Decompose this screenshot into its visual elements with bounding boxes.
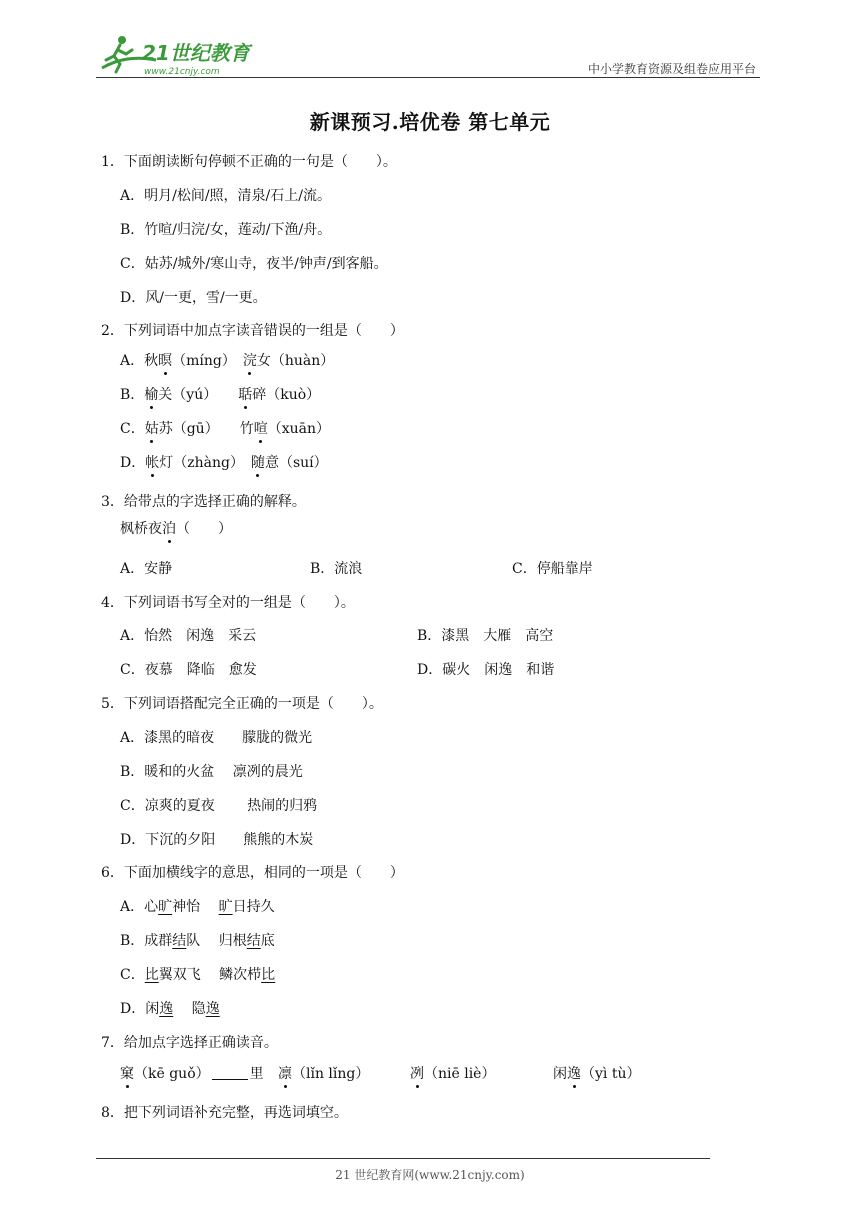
q2-option-a: A．秋暝（míng） 浣女（huàn） <box>120 350 334 370</box>
footer-rule <box>96 1158 710 1159</box>
page-title: 新课预习.培优卷 第七单元 <box>309 110 551 134</box>
q3-option-b: B．流浪 <box>310 561 363 577</box>
logo-21cnjy <box>96 30 266 78</box>
question-3: 3．给带点的字选择正确的解释。 <box>101 494 306 510</box>
q1-option-d: D．风/一更，雪/一更。 <box>120 290 267 306</box>
q5-option-b: B．暖和的火盆 凛冽的晨光 <box>120 764 303 780</box>
q6-option-c: C．比翼双飞 鳞次栉比 <box>120 967 276 983</box>
q2-option-d: D．帐灯（zhàng） 随意（suí） <box>120 452 328 472</box>
q1-option-a: A．明月/松间/照，清泉/石上/流。 <box>120 188 331 204</box>
q3-option-c: C．停船靠岸 <box>512 561 593 577</box>
q5-option-c: C．凉爽的夏夜 热闹的归鸦 <box>120 798 318 814</box>
question-7: 7．给加点字选择正确读音。 <box>101 1035 278 1051</box>
q1-option-b: B．竹喧/归浣/女，莲动/下渔/舟。 <box>120 222 332 238</box>
q3-option-a: A．安静 <box>120 561 173 577</box>
question-8: 8．把下列词语补充完整，再选词填空。 <box>101 1105 348 1121</box>
q4-option-c: C．夜慕 降临 愈发 <box>120 662 257 678</box>
question-4: 4．下列词语书写全对的一组是（ ）。 <box>101 595 355 611</box>
question-5: 5．下列词语搭配完全正确的一项是（ ）。 <box>101 696 383 712</box>
q7-item-4: 闲逸（yì tù） <box>553 1063 640 1083</box>
q2-option-c: C．姑苏（gū） 竹喧（xuān） <box>120 418 330 438</box>
q5-option-d: D．下沉的夕阳 熊熊的木炭 <box>120 832 314 848</box>
q6-option-b: B．成群结队 归根结底 <box>120 933 275 949</box>
q6-option-d: D．闲逸 隐逸 <box>120 1001 220 1017</box>
q7-item-2: 凛（lǐn lǐng） <box>278 1063 369 1083</box>
q3-phrase: 枫桥夜泊（ ） <box>120 518 232 538</box>
platform-name: 中小学教育资源及组卷应用平台 <box>587 62 756 76</box>
question-2: 2．下列词语中加点字读音错误的一组是（ ） <box>101 323 404 339</box>
q4-option-d: D．碳火 闲逸 和谐 <box>417 662 555 678</box>
q4-option-b: B．漆黑 大雁 高空 <box>417 628 554 644</box>
q4-option-a: A．怡然 闲逸 采云 <box>120 628 257 644</box>
logo-sub-text: www.21cnjy.com <box>144 67 220 77</box>
question-6: 6．下面加横线字的意思，相同的一项是（ ） <box>101 865 404 881</box>
q7-items: 窠（kē guǒ） 里 <box>120 1063 264 1083</box>
question-1: 1．下面朗读断句停顿不正确的一句是（ ）。 <box>101 154 397 170</box>
footer-text: 21 世纪教育网(www.21cnjy.com) <box>335 1168 525 1182</box>
answer-blank[interactable] <box>212 1065 248 1080</box>
q1-option-c: C．姑苏/城外/寒山寺，夜半/钟声/到客船。 <box>120 256 388 272</box>
q7-item-3: 冽（niē liè） <box>410 1063 495 1083</box>
logo-main-text: 21世纪教育 <box>142 41 250 65</box>
q5-option-a: A．漆黑的暗夜 朦胧的微光 <box>120 730 313 746</box>
q6-option-a: A．心旷神怡 旷日持久 <box>120 899 275 915</box>
header-rule <box>96 77 760 78</box>
q2-option-b: B．榆关（yú） 聒碎（kuò） <box>120 384 320 404</box>
